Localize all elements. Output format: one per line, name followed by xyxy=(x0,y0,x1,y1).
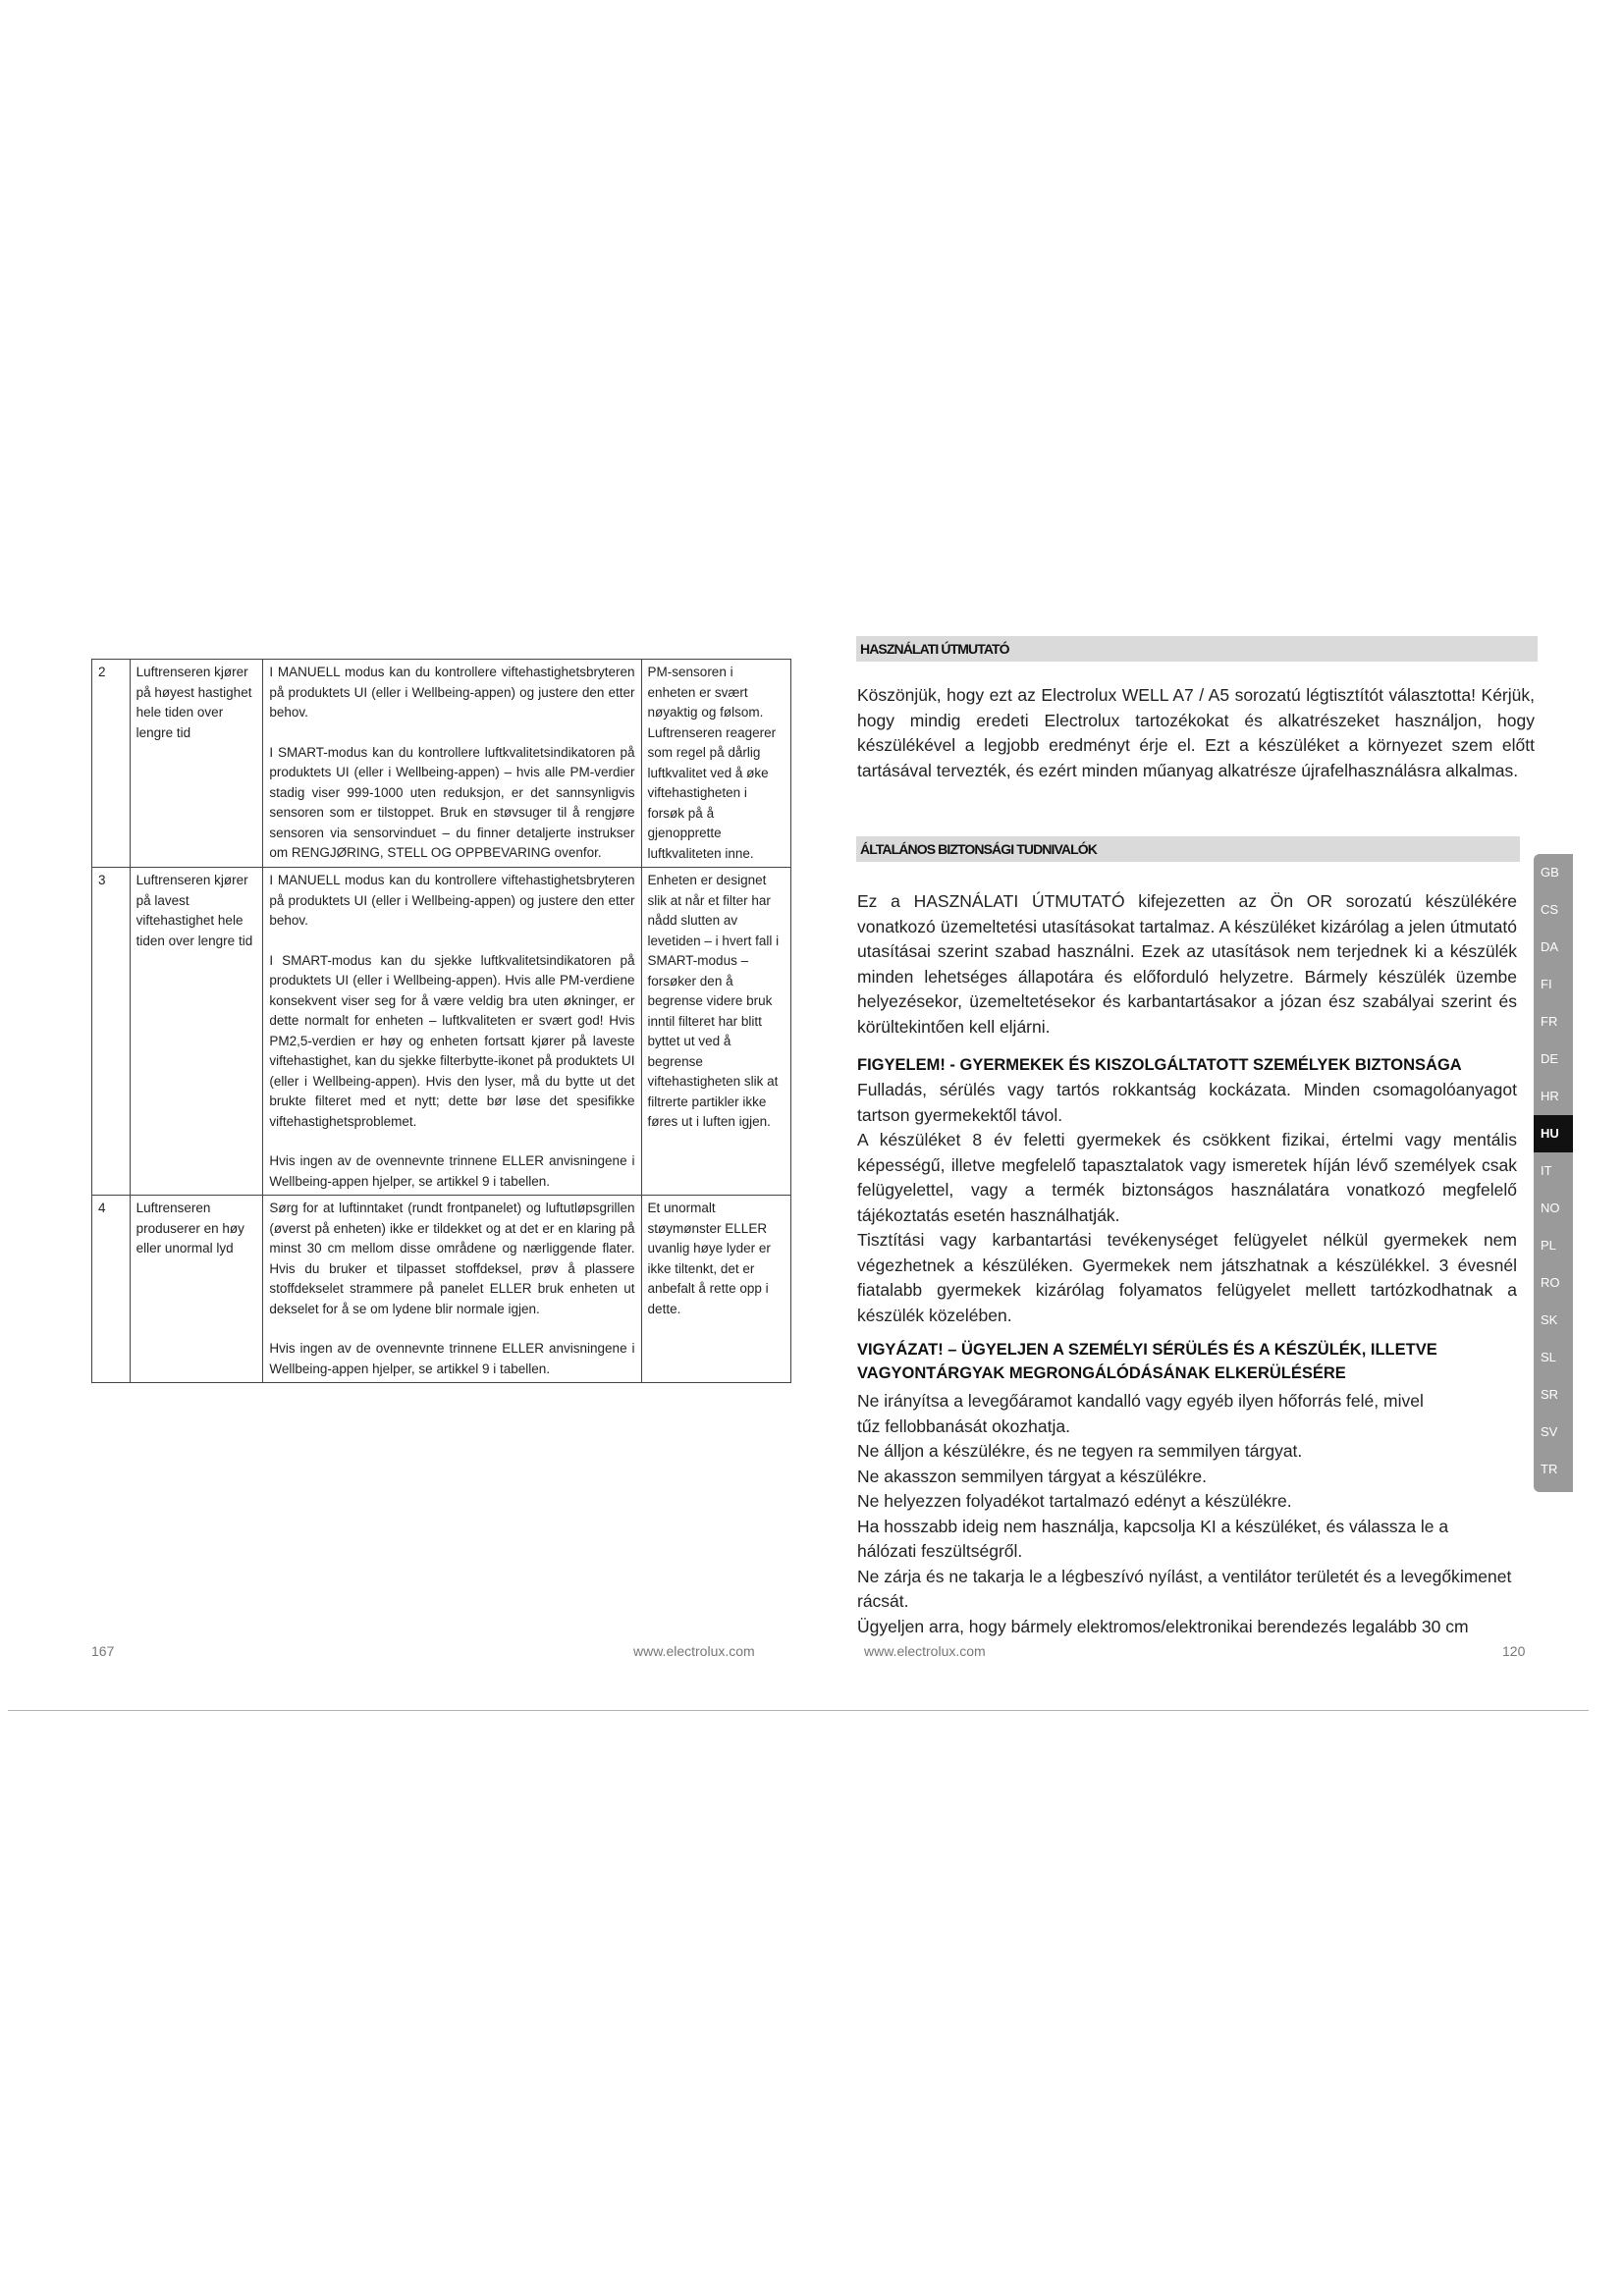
cause-cell: Et unormalt støymønster ELLER uvanlig høye lyder er ikke tiltenkt, det er anbefalt å rette opp i dette. xyxy=(641,1196,790,1383)
lang-tab-it[interactable]: IT xyxy=(1541,1163,1552,1178)
caution-line: rácsát. xyxy=(857,1591,909,1611)
left-website-link[interactable]: www.electrolux.com xyxy=(633,1643,755,1659)
action-paragraph: Sørg for at luftinntaket (rundt frontpanelet) og luftutløpsgrillen (øverst på enheten) ikke er tildekket og at det er en klaring på minst 30 cm mellom disse områdene og nærliggende flater. Hvis du bruker et tilpasset stoffdeksel, prøv å plassere stoffdekselet strammere på panelet ELLER bruk enheten ut dekselet for å se om lydene blir normale igjen. xyxy=(269,1201,635,1316)
caution-list xyxy=(857,1389,1544,1639)
action-paragraph: I MANUELL modus kan du kontrollere viftehastighetsbryteren på produktets UI (eller i Wellbeing-appen) og justere den etter behov. xyxy=(269,873,635,928)
warning-paragraph: A készüléket 8 év feletti gyermekek és csökkent fizikai, értelmi vagy mentális képességű, illetve megfelelő tapasztalatok vagy ismeretek híján lévő személyek csak felügyelettel, vagy a termék biztonságos használatára vonatkozó megfelelő tájékoztatás esetén használhatják. xyxy=(857,1130,1517,1225)
lang-tab-ro[interactable]: RO xyxy=(1541,1275,1560,1290)
lang-tab-fi[interactable]: FI xyxy=(1541,977,1552,991)
action-cell xyxy=(263,868,641,1196)
caution-line: Ne álljon a készülékre, és ne tegyen ra semmilyen tárgyat. xyxy=(857,1441,1303,1461)
lang-tab-pl[interactable]: PL xyxy=(1541,1238,1556,1253)
language-tab-strip xyxy=(1534,854,1573,1492)
warning-paragraph: Fulladás, sérülés vagy tartós rokkantság kockázata. Minden csomagolóanyagot tartson gyermekektől távol. xyxy=(857,1080,1517,1125)
caution-line: Ügyeljen arra, hogy bármely elektromos/elektronikai berendezés legalább 30 cm xyxy=(857,1616,1469,1636)
section-title-user-manual: HASZNÁLATI ÚTMUTATÓ xyxy=(856,636,1538,662)
row-number: 4 xyxy=(92,1196,131,1383)
lang-tab-hu[interactable]: HU xyxy=(1534,1115,1573,1152)
action-paragraph: I MANUELL modus kan du kontrollere viftehastighetsbryteren på produktets UI (eller i Wellbeing-appen) og justere den etter behov. xyxy=(269,665,635,720)
lang-tab-cs[interactable]: CS xyxy=(1541,902,1559,917)
lang-tab-gb[interactable]: GB xyxy=(1541,865,1559,880)
lang-tab-sl[interactable]: SL xyxy=(1541,1350,1556,1364)
table-row xyxy=(92,660,791,868)
lang-tab-sv[interactable]: SV xyxy=(1541,1424,1558,1439)
right-page-number: 120 xyxy=(1502,1643,1526,1659)
action-cell xyxy=(263,1196,641,1383)
caution-heading-line2: VAGYONTÁRGYAK MEGRONGÁLÓDÁSÁNAK ELKERÜLÉSÉRE xyxy=(857,1364,1346,1382)
caution-line: hálózati feszültségről. xyxy=(857,1541,1023,1561)
intro-text: Köszönjük, hogy ezt az Electrolux WELL A7 / A5 sorozatú légtisztítót választotta! Kérjük, hogy mindig eredeti Electrolux tartozékokat és alkatrészeket használjon, hogy készülékével a legjobb eredményt érje el. Ezt a készüléket a környezet szem előtt tartásával tervezték, és ezért minden műanyag alkatrésze újrafelhasználásra alkalmas. xyxy=(857,685,1535,780)
lang-tab-sk[interactable]: SK xyxy=(1541,1312,1558,1327)
section-title-general-safety: ÁLTALÁNOS BIZTONSÁGI TUDNIVALÓK xyxy=(856,836,1520,862)
warning-children-heading: FIGYELEM! - GYERMEKEK ÉS KISZOLGÁLTATOTT SZEMÉLYEK BIZTONSÁGA xyxy=(857,1056,1462,1074)
action-paragraph: I SMART-modus kan du kontrollere luftkvalitetsindikatoren på produktets UI (eller i Wellbeing-appen) – hvis alle PM-verdier stadig viser 999-1000 uten reduksjon, er det sannsynligvis sensoren som er tilstoppet. Bruk en støvsuger til å rengjøre sensoren via sensorvinduet – du finner detaljerte instrukser om RENGJØRING, STELL OG OPPBEVARING ovenfor. xyxy=(269,744,635,860)
lang-tab-sr[interactable]: SR xyxy=(1541,1387,1559,1402)
table-row xyxy=(92,1196,791,1383)
intro-paragraph xyxy=(857,683,1535,783)
caution-line: Ne zárja és ne takarja le a légbeszívó nyílást, a ventilátor területét és a levegőkimenet xyxy=(857,1566,1512,1586)
problem-cell: Luftrenseren kjører på høyest hastighet hele tiden over lengre tid xyxy=(130,660,263,868)
warning-paragraph: Tisztítási vagy karbantartási tevékenységet felügyelet nélkül gyermekek nem végezhetnek a készüléken. Gyermekek nem játszhatnak a készülékkel. 3 évesnél fiatalabb gyermekek kizárólag folyamatos felügyelet mellett tartózkodhatnak a készülék közelében. xyxy=(857,1230,1517,1325)
page-bottom-divider xyxy=(8,1710,1589,1711)
troubleshooting-table xyxy=(91,659,791,1383)
action-cell xyxy=(263,660,641,868)
caution-line: Ne irányítsa a levegőáramot kandalló vagy egyéb ilyen hőforrás felé, mivel xyxy=(857,1391,1424,1411)
lang-tab-fr[interactable]: FR xyxy=(1541,1014,1558,1029)
lang-tab-tr[interactable]: TR xyxy=(1541,1462,1558,1476)
caution-line: Ha hosszabb ideig nem használja, kapcsolja KI a készüléket, és válassza le a xyxy=(857,1516,1449,1536)
action-paragraph: Hvis ingen av de ovennevnte trinnene ELLER anvisningene i Wellbeing-appen hjelper, se artikkel 9 i tabellen. xyxy=(269,1341,635,1376)
lang-tab-de[interactable]: DE xyxy=(1541,1051,1559,1066)
lang-tab-no[interactable]: NO xyxy=(1541,1201,1560,1215)
lang-tab-da[interactable]: DA xyxy=(1541,939,1559,954)
safety-intro-paragraph xyxy=(857,889,1517,1040)
problem-cell: Luftrenseren produserer en høy eller unormal lyd xyxy=(130,1196,263,1383)
row-number: 2 xyxy=(92,660,131,868)
lang-tab-hr[interactable]: HR xyxy=(1541,1089,1559,1103)
safety-intro-text: Ez a HASZNÁLATI ÚTMUTATÓ kifejezetten az Ön OR sorozatú készülékére vonatkozó üzemeltetési utasításokat tartalmaz. A készüléket kizárólag a jelen útmutató utasításai szerint szabad használni. Ezek az utasítások nem terjednek ki a készülék minden lehetséges állapotára és előforduló helyzetre. Bármely készülék üzembe helyezésekor, üzemeltetésekor és karbantartásakor a józan ész szabályai szerint és körültekintően kell eljárni. xyxy=(857,891,1517,1037)
table-row xyxy=(92,868,791,1196)
row-number: 3 xyxy=(92,868,131,1196)
caution-line: Ne akasszon semmilyen tárgyat a készülékre. xyxy=(857,1466,1207,1486)
right-website-link[interactable]: www.electrolux.com xyxy=(864,1643,986,1659)
action-paragraph: I SMART-modus kan du sjekke luftkvalitetsindikatoren på produktets UI (eller i Wellbeing-appen). Hvis alle PM-verdiene konsekvent viser seg for å være veldig bra uten økninger, er dette normalt for enheten – luftkvaliteten er svært god! Hvis PM2,5-verdien er høy og enheten fortsatt kjører på laveste viftehastighet, kan du sjekke filterbytte-ikonet på produktets UI (eller i Wellbeing-appen). Hvis den lyser, må du bytte ut det brukte filteret med et nytt; dette bør løse det spesifikke viftehastighetsproblemet. xyxy=(269,952,635,1129)
left-page-number: 167 xyxy=(91,1643,115,1659)
cause-cell: PM-sensoren i enheten er svært nøyaktig og følsom. Luftrenseren reagerer som regel på dårlig luftkvalitet ved å øke viftehastigheten i forsøk på å gjenopprette luftkvaliteten inne. xyxy=(641,660,790,868)
caution-heading-line1: VIGYÁZAT! – ÜGYELJEN A SZEMÉLYI SÉRÜLÉS ÉS A KÉSZÜLÉK, ILLETVE xyxy=(857,1341,1437,1359)
caution-line: tűz fellobbanását okozhatja. xyxy=(857,1415,1070,1436)
cause-cell: Enheten er designet slik at når et filter har nådd slutten av levetiden – i hvert fall i SMART-modus – forsøker den å begrense videre bruk inntil filteret har blitt byttet ut ved å begrense viftehastigheten slik at filtrerte partikler ikke føres ut i luften igjen. xyxy=(641,868,790,1196)
caution-line: Ne helyezzen folyadékot tartalmazó edényt a készülékre. xyxy=(857,1491,1292,1511)
warning-children-body xyxy=(857,1078,1517,1328)
problem-cell: Luftrenseren kjører på lavest viftehastighet hele tiden over lengre tid xyxy=(130,868,263,1196)
action-paragraph: Hvis ingen av de ovennevnte trinnene ELLER anvisningene i Wellbeing-appen hjelper, se artikkel 9 i tabellen. xyxy=(269,1153,635,1189)
